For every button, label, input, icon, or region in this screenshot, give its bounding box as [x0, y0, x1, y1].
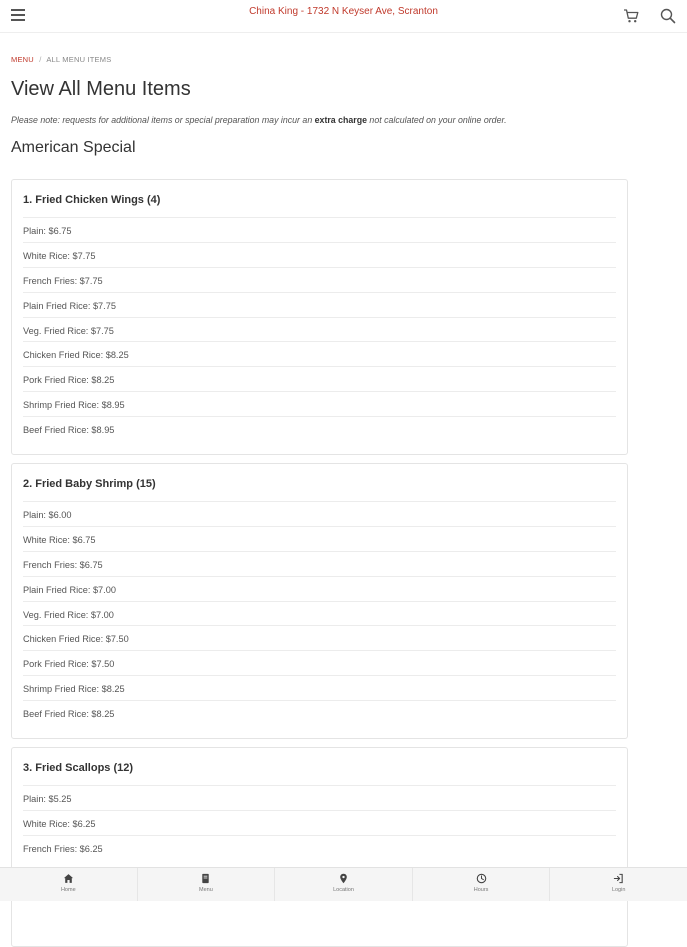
menu-option[interactable]: White Rice: $7.75 — [23, 242, 616, 267]
menu-option[interactable]: Pork Fried Rice: $7.50 — [23, 650, 616, 675]
menu-book-icon — [200, 873, 211, 884]
restaurant-title[interactable]: China King - 1732 N Keyser Ave, Scranton — [249, 6, 438, 17]
nav-hours-label: Hours — [473, 887, 489, 893]
order-notice — [11, 115, 507, 125]
menu-item-title[interactable]: 2. Fried Baby Shrimp (15) — [23, 478, 156, 490]
menu-option[interactable]: Shrimp Fried Rice: $8.95 — [23, 391, 616, 416]
menu-option[interactable]: French Fries: $6.25 — [23, 835, 616, 860]
menu-option[interactable]: Plain Fried Rice: $7.00 — [23, 576, 616, 601]
location-pin-icon — [338, 873, 349, 884]
login-icon — [613, 873, 624, 884]
menu-item-card — [11, 747, 628, 947]
menu-option[interactable]: French Fries: $7.75 — [23, 267, 616, 292]
bottom-nav — [0, 867, 687, 901]
nav-login-label: Login — [611, 887, 626, 893]
menu-option[interactable]: Veg. Fried Rice: $7.75 — [23, 317, 616, 342]
nav-location[interactable] — [275, 868, 413, 901]
menu-item-options — [23, 501, 616, 725]
menu-option[interactable]: Plain Fried Rice: $7.75 — [23, 292, 616, 317]
menu-option[interactable]: French Fries: $6.75 — [23, 551, 616, 576]
menu-option[interactable]: White Rice: $6.75 — [23, 526, 616, 551]
menu-item-title[interactable]: 3. Fried Scallops (12) — [23, 762, 134, 774]
menu-option[interactable]: Plain: $6.00 — [23, 501, 616, 526]
menu-option[interactable]: Chicken Fried Rice: $8.25 — [23, 341, 616, 366]
menu-item-options — [23, 217, 616, 441]
menu-option[interactable]: Plain: $6.75 — [23, 217, 616, 242]
breadcrumb-current: ALL MENU ITEMS — [46, 55, 112, 64]
nav-login[interactable] — [550, 868, 687, 901]
page-title: View All Menu Items — [11, 78, 191, 100]
cart-icon[interactable] — [622, 7, 640, 25]
category-title: American Special — [11, 139, 136, 156]
search-icon[interactable] — [659, 7, 677, 25]
breadcrumb-menu-link[interactable]: MENU — [11, 55, 34, 64]
menu-option[interactable]: White Rice: $6.25 — [23, 810, 616, 835]
menu-item-options — [23, 785, 616, 860]
menu-option[interactable]: Chicken Fried Rice: $7.50 — [23, 625, 616, 650]
notice-text-before: Please note: requests for additional items or special preparation may incur an — [11, 115, 315, 125]
nav-menu[interactable] — [138, 868, 276, 901]
breadcrumb-separator: / — [39, 55, 42, 64]
menu-item-card — [11, 179, 628, 455]
nav-home[interactable] — [0, 868, 138, 901]
menu-option[interactable]: Beef Fried Rice: $8.25 — [23, 700, 616, 725]
menu-option[interactable]: Beef Fried Rice: $8.95 — [23, 416, 616, 441]
notice-extra-charge: extra charge — [314, 115, 367, 125]
nav-location-label: Location — [333, 887, 354, 893]
nav-hours[interactable] — [413, 868, 551, 901]
menu-option[interactable]: Shrimp Fried Rice: $8.25 — [23, 675, 616, 700]
menu-option[interactable]: Plain: $5.25 — [23, 785, 616, 810]
breadcrumb — [11, 55, 111, 64]
menu-option[interactable]: Pork Fried Rice: $8.25 — [23, 366, 616, 391]
nav-menu-label: Menu — [199, 887, 213, 893]
clock-icon — [476, 873, 487, 884]
menu-item-card — [11, 463, 628, 739]
menu-item-title[interactable]: 1. Fried Chicken Wings (4) — [23, 194, 161, 206]
notice-text-after: not calculated on your online order. — [366, 115, 507, 125]
home-icon — [63, 873, 74, 884]
nav-home-label: Home — [60, 887, 76, 893]
menu-option[interactable]: Veg. Fried Rice: $7.00 — [23, 601, 616, 626]
top-header — [0, 0, 687, 33]
